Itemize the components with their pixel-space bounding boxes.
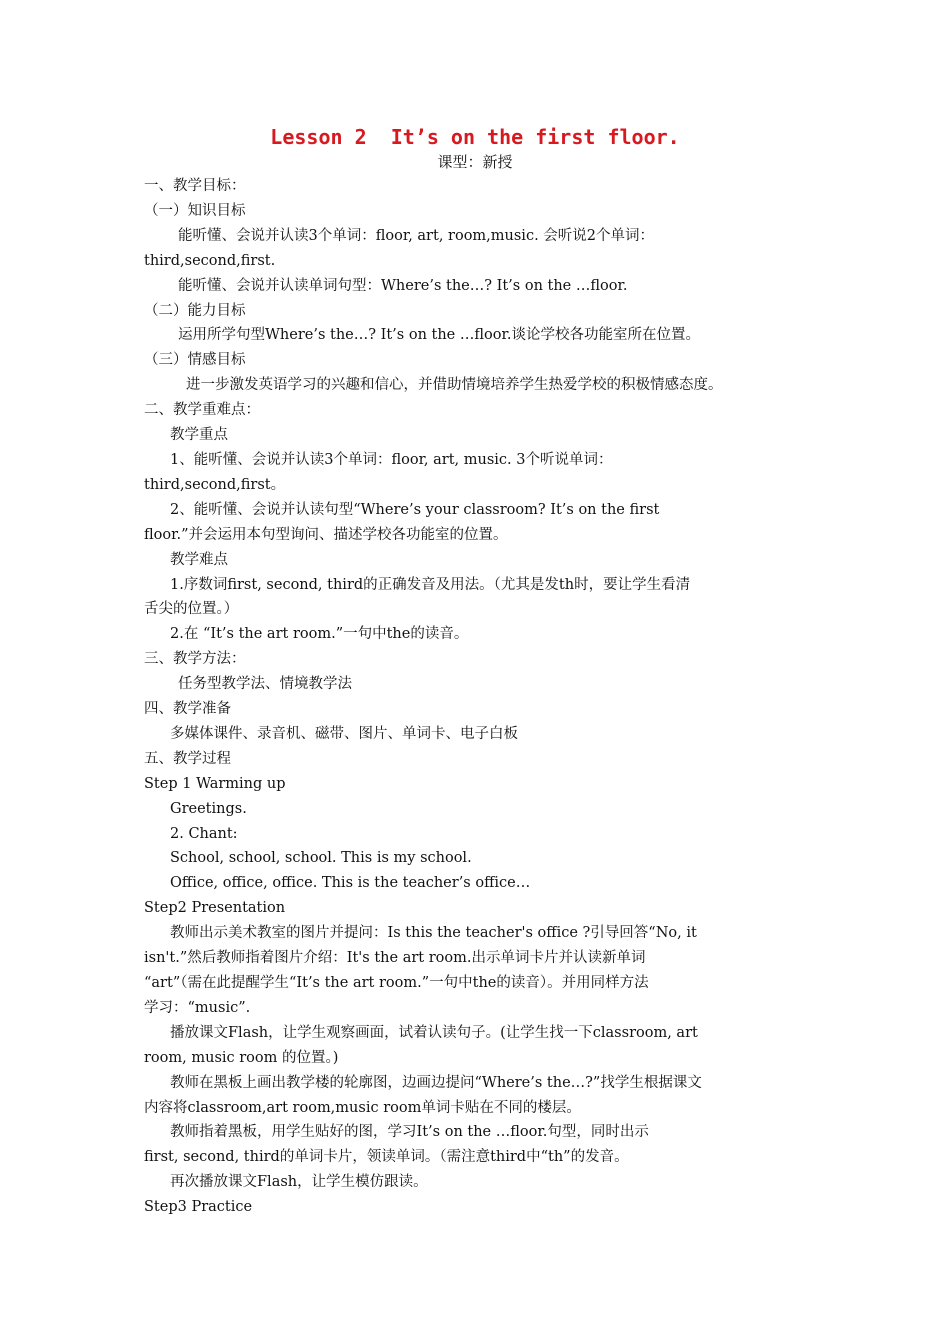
text-line: 舌尖的位置。） [144,601,239,618]
text-line: 1.序数词first, second, third的正确发音及用法。（尤其是发th时，要让学生看清 [170,576,691,593]
text-line: 再次播放课文Flash，让学生模仿跟读。 [170,1174,428,1191]
text-line: floor.”并会运用本句型询问、描述学校各功能室的位置。 [144,526,508,543]
text-line: 1、能听懂、会说并认读3个单词：floor, art, music. 3个听说单词： [170,451,613,468]
text-line: 内容将classroom,art room,music room单词卡贴在不同的楼层。 [144,1099,581,1116]
text-line: 三、教学方法： [144,651,246,668]
text-line: 教学难点 [170,551,228,568]
text-line: 任务型教学法、情境教学法 [178,676,352,693]
text-line: 四、教学准备 [144,701,231,718]
text-line: Greetings. [170,800,247,817]
text-line: 教学重点 [170,427,228,444]
text-line: room, music room 的位置。) [144,1049,339,1066]
text-line: （二）能力目标 [144,302,246,319]
text-line: “art”（需在此提醒学生“It’s the art room.”一句中the的读音）。并用同样方法 [144,975,649,991]
lesson-type: 课型：新授 [437,153,513,171]
text-line: Office, office, office. This is the teacher’s office… [170,875,531,892]
text-line: （一）知识目标 [144,202,246,219]
text-line: 教师出示美术教室的图片并提问：Is this the teacher's office ?引导回答“No, it [170,925,697,942]
text-line: School, school, school. This is my school. [170,850,472,867]
text-line: 学习：“music”. [144,999,251,1016]
text-line: （三）情感目标 [144,352,246,369]
text-line: 能听懂、会说并认读3个单词：floor, art, room,music. 会听说2个单词： [178,227,655,244]
text-line: 一、教学目标： [144,178,246,194]
text-line: 2、能听懂、会说并认读句型“Where’s your classroom? It’s on the first [170,501,660,518]
text-line: third,second,first. [144,252,276,269]
text-line: 多媒体课件、录音机、磁带、图片、单词卡、电子白板 [170,725,518,742]
text-line: Step 1 Warming up [144,775,286,792]
lesson-title: Lesson 2 It’s on the first floor. [270,125,680,149]
text-line: 教师在黑板上画出教学楼的轮廓图，边画边提问“Where’s the…?”找学生根据课文 [170,1074,702,1091]
lesson-plan-body [144,174,812,1220]
text-line: 播放课文Flash，让学生观察画面，试着认读句子。(让学生找一下classroom, art [170,1024,698,1041]
text-line: first, second, third的单词卡片，领读单词。（需注意third中“th”的发音。 [144,1149,629,1166]
text-line: 教师指着黑板，用学生贴好的图，学习It’s on the …floor.句型，同时出示 [170,1124,649,1141]
text-line: 进一步激发英语学习的兴趣和信心，并借助情境培养学生热爱学校的积极情感态度。 [186,377,723,394]
text-line: Step3 Practice [144,1199,253,1216]
text-line: 2.在 “It’s the art room.”一句中the的读音。 [170,626,469,643]
text-line: 二、教学重难点： [144,402,260,419]
text-line: 五、教学过程 [144,750,231,767]
text-line: 2. Chant: [170,825,238,842]
text-line: 能听懂、会说并认读单词句型：Where’s the…? It’s on the …floor. [178,277,628,294]
text-line: third,second,first。 [144,476,286,493]
text-line: 运用所学句型Where’s the…? It’s on the …floor.谈论学校各功能室所在位置。 [178,327,700,344]
text-line: isn't.”然后教师指着图片介绍：It's the art room.出示单词卡片并认读新单词 [144,950,646,967]
text-line: Step2 Presentation [144,900,286,917]
